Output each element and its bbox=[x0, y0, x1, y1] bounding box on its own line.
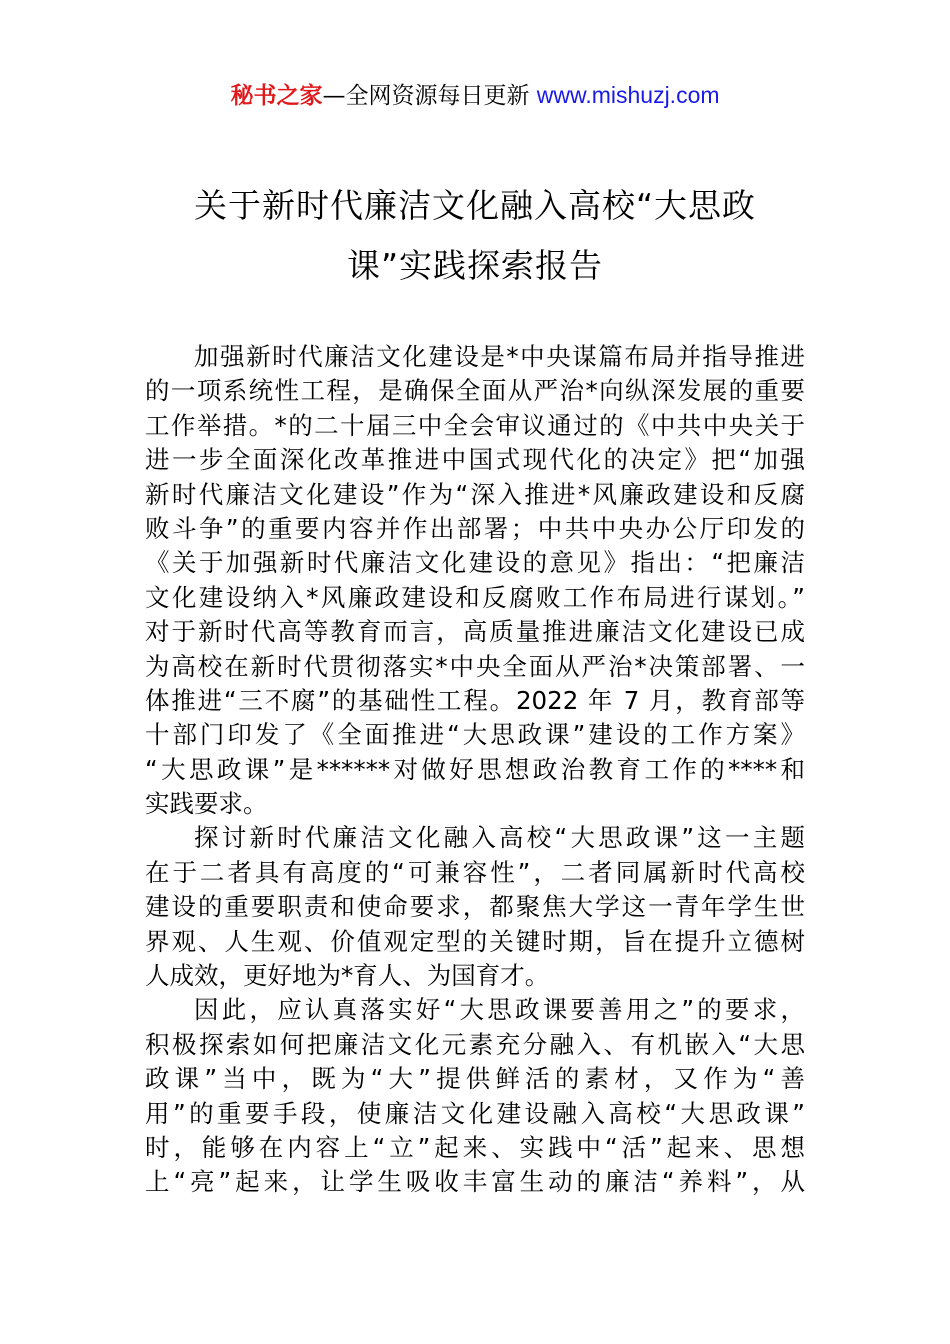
site-header bbox=[0, 78, 950, 113]
text-line: 实践要求。 bbox=[145, 789, 268, 819]
paragraph-1 bbox=[145, 340, 805, 821]
text-line: 进一步全面深化改革推进中国式现代化的决定》把“加强 bbox=[145, 445, 805, 475]
text-line: 在于二者具有高度的“可兼容性”，二者同属新时代高校 bbox=[145, 857, 805, 887]
site-tagline: —全网资源每日更新 bbox=[322, 83, 537, 109]
site-brand: 秘书之家 bbox=[230, 83, 323, 109]
text-line: 工作举措。*的二十届三中全会审议通过的《中共中央关于 bbox=[145, 410, 805, 440]
text-line: 用”的重要手段，使廉洁文化建设融入高校“大思政课” bbox=[145, 1098, 805, 1128]
text-line: 政课”当中，既为“大”提供鲜活的素材，又作为“善 bbox=[145, 1064, 805, 1094]
text-line: 时，能够在内容上“立”起来、实践中“活”起来、思想 bbox=[145, 1132, 805, 1162]
text-line: 十部门印发了《全面推进“大思政课”建设的工作方案》 bbox=[145, 720, 805, 750]
text-line: 界观、人生观、价值观定型的关键时期，旨在提升立德树 bbox=[145, 926, 805, 956]
text-line: 的一项系统性工程，是确保全面从严治*向纵深发展的重要 bbox=[145, 376, 805, 406]
document-title bbox=[145, 176, 805, 296]
text-line: 文化建设纳入*风廉政建设和反腐败工作布局进行谋划。” bbox=[145, 582, 805, 612]
text-line: 为高校在新时代贯彻落实*中央全面从严治*决策部署、一 bbox=[145, 651, 805, 681]
paragraph-3 bbox=[145, 993, 805, 1199]
text-line: 探讨新时代廉洁文化融入高校“大思政课”这一主题 bbox=[194, 823, 805, 853]
title-line-2: 课”实践探索报告 bbox=[346, 246, 604, 285]
text-line: “大思政课”是******对做好思想政治教育工作的****和 bbox=[145, 754, 805, 784]
text-line: 败斗争”的重要内容并作出部署；中共中央办公厅印发的 bbox=[145, 513, 805, 543]
text-line: 因此，应认真落实好“大思政课要善用之”的要求， bbox=[194, 995, 805, 1025]
text-line: 上“亮”起来，让学生吸收丰富生动的廉洁“养料”，从 bbox=[145, 1167, 805, 1197]
site-url-link[interactable]: www.mishuzj.com bbox=[536, 82, 720, 108]
text-line: 建设的重要职责和使命要求，都聚焦大学这一青年学生世 bbox=[145, 892, 805, 922]
document-body bbox=[145, 340, 805, 1200]
text-line: 新时代廉洁文化建设”作为“深入推进*风廉政建设和反腐 bbox=[145, 479, 805, 509]
title-line-1: 关于新时代廉洁文化融入高校“大思政 bbox=[193, 186, 757, 225]
text-line: 人成效，更好地为*育人、为国育才。 bbox=[145, 961, 550, 991]
text-line: 加强新时代廉洁文化建设是*中央谋篇布局并指导推进 bbox=[194, 342, 805, 371]
text-line: 对于新时代高等教育而言，高质量推进廉洁文化建设已成 bbox=[145, 617, 805, 647]
paragraph-2 bbox=[145, 821, 805, 993]
text-line: 体推进“三不腐”的基础性工程。2022 年 7 月，教育部等 bbox=[145, 685, 805, 715]
text-line: 《关于加强新时代廉洁文化建设的意见》指出：“把廉洁 bbox=[145, 548, 805, 578]
text-line: 积极探索如何把廉洁文化元素充分融入、有机嵌入“大思 bbox=[145, 1029, 805, 1059]
